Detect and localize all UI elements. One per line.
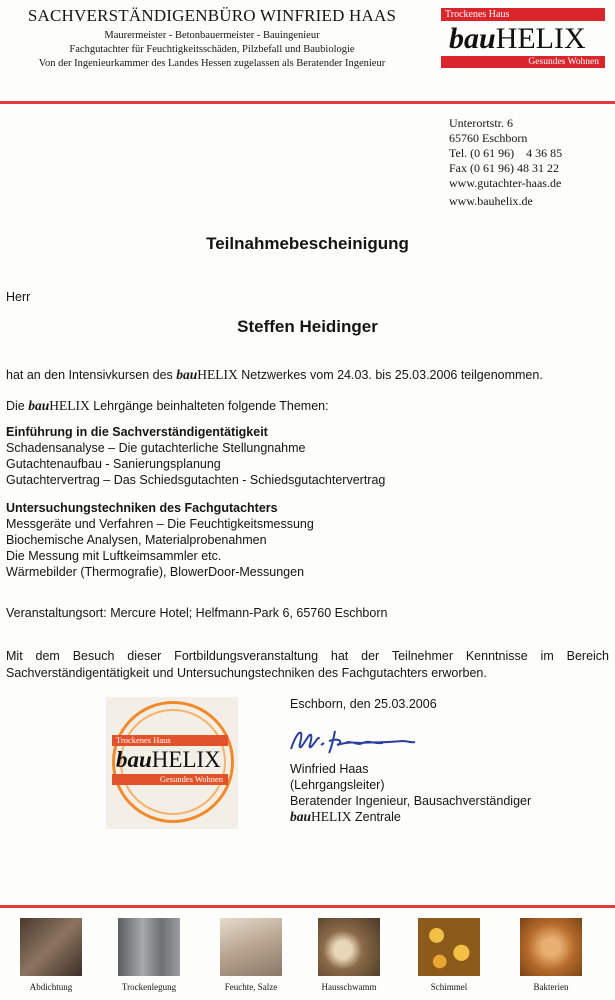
logo-wordmark: bauHELIX xyxy=(449,22,586,55)
participation-statement: hat an den Intensivkursen des bauHELIX Netzwerkes vom 24.03. bis 25.03.2006 teilgenommen. xyxy=(6,367,543,382)
handwritten-signature xyxy=(285,723,425,759)
topic-item: Die Messung mit Luftkeimsammler etc. xyxy=(6,549,222,563)
signatory-title: Beratender Ingenieur, Bausachverständiger xyxy=(290,794,532,808)
topic-item: Wärmebilder (Thermografie), BlowerDoor-Messungen xyxy=(6,565,305,579)
thumbnail-schimmel xyxy=(418,918,480,976)
logo-tagline-top: Trockenes Haus xyxy=(441,8,605,21)
thumbnail-hausschwamm xyxy=(318,918,380,976)
section-heading-introduction: Einführung in die Sachverständigentätigkeit xyxy=(6,425,268,439)
thumbnail-label: Hausschwamm xyxy=(321,982,377,992)
circle-logo-wordmark: bauHELIX xyxy=(116,747,221,772)
thumbnail-abdichtung xyxy=(20,918,82,976)
salutation: Herr xyxy=(6,290,31,304)
thumbnail-label: Feuchte, Salze xyxy=(224,982,278,992)
thumbnail-label: Abdichtung xyxy=(29,982,73,992)
signatory-organization: bauHELIX Zentrale xyxy=(290,809,401,824)
venue: Veranstaltungsort: Mercure Hotel; Helfmann-Park 6, 65760 Eschborn xyxy=(6,606,388,620)
thumbnail-trockenlegung xyxy=(118,918,180,976)
company-name: SACHVERSTÄNDIGENBÜRO WINFRIED HAAS xyxy=(27,6,397,25)
place-date: Eschborn, den 25.03.2006 xyxy=(290,697,437,711)
conclusion-paragraph: Mit dem Besuch dieser Fortbildungsveranstaltung hat der Teilnehmer Kenntnisse im Bereich Sachverständigentätigkeit und Untersuchungstechniken des Fachgutachters erworben. xyxy=(6,649,609,680)
signatory-role: (Lehrgangsleiter) xyxy=(290,778,385,792)
address-tel: Tel. (0 61 96) 4 36 85 xyxy=(449,146,563,160)
topic-item: Messgeräte und Verfahren – Die Feuchtigkeitsmessung xyxy=(6,517,314,531)
topic-item: Biochemische Analysen, Materialprobenahmen xyxy=(6,533,267,547)
thumbnail-label: Bakterien xyxy=(533,982,569,992)
thumbnail-label: Schimmel xyxy=(430,982,468,992)
header-accreditation: Von der Ingenieurkammer des Landes Hessen zugelassen als Beratender Ingenieur xyxy=(38,58,386,69)
thumbnail-feuchte-salze xyxy=(220,918,282,976)
topic-item: Gutachtenaufbau - Sanierungsplanung xyxy=(6,457,221,471)
signatory-name: Winfried Haas xyxy=(290,762,369,776)
section-heading-techniques: Untersuchungstechniken des Fachgutachters xyxy=(6,501,278,515)
bauhelix-logo xyxy=(441,8,605,68)
topics-intro: Die bauHELIX Lehrgänge beinhalteten folgende Themen: xyxy=(6,398,329,413)
thumbnail-label: Trockenlegung xyxy=(121,982,177,992)
participant-name: Steffen Heidinger xyxy=(237,317,378,336)
thumbnail-bakterien xyxy=(520,918,582,976)
topic-item: Schadensanalyse – Die gutachterliche Stellungnahme xyxy=(6,441,306,455)
logo-tagline-bottom: Gesundes Wohnen xyxy=(441,56,605,68)
address-fax: Fax (0 61 96) 48 31 22 xyxy=(449,161,559,175)
address-website-1: www.gutachter-haas.de xyxy=(449,176,562,190)
address-street: Unterortstr. 6 xyxy=(449,116,513,130)
header-divider xyxy=(0,101,615,104)
circle-logo-tagline-bottom: Gesundes Wohnen xyxy=(112,774,228,785)
topic-item: Gutachtervertrag – Das Schiedsgutachten - Schiedsgutachtervertrag xyxy=(6,473,386,487)
document-title: Teilnahmebescheinigung xyxy=(206,234,409,253)
header-specialization: Fachgutachter für Feuchtigkeitsschäden, Pilzbefall und Baubiologie xyxy=(69,44,355,55)
header-qualifications: Maurermeister - Betonbauermeister - Bauingenieur xyxy=(104,30,320,41)
address-city: 65760 Eschborn xyxy=(449,131,528,145)
bauhelix-circle-logo xyxy=(106,697,238,829)
circle-logo-tagline-top: Trockenes Haus xyxy=(112,735,228,746)
address-website-2: www.bauhelix.de xyxy=(449,194,533,208)
footer-divider xyxy=(0,905,615,908)
